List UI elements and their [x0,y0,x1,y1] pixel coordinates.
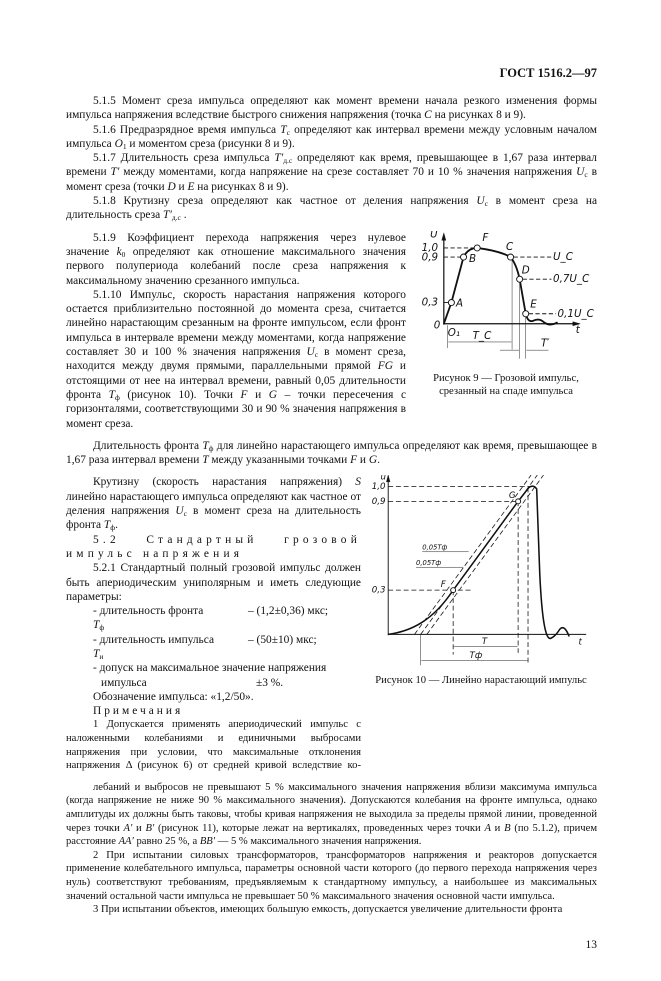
text-run: 2 При испытании силовых трансформаторов, трансформаторов напряжения и реакторов допускается применение колебательного импульса, параметры основной части которого (до первого перехода напряжения через нуль) соответствуют требованиям, предъявляемым к стандартному импульсу, а наибольшее из максимальных значений остальной части импульса не превышает 50 % максимального значения основной части импульса. [66,849,597,902]
symbol-subscript: ф [114,392,120,402]
page-number: 13 [585,938,597,951]
row-figure-10 [66,475,597,772]
text: – (50±10) мкс; [248,633,317,646]
paragraph [66,151,597,194]
figure-label: 0,05Tф [422,543,448,552]
figure-9 [415,231,597,399]
symbol: A′ [123,822,133,834]
note-1-start: 1 Допускается применять апериодический импульс с наложенными колебаниями и единичными выбросами напряжения при условии, что максимальные отклонения напряжения Δ (рисунок 6) от средней кривой вследствие ко- [66,719,361,772]
figure-mark [448,299,454,305]
figure-label: 0,3 [371,586,386,597]
clause-5-2-1: 5.2.1 Стандартный полный грозовой импульс должен быть апериодическим униполярным и иметь следующие параметры: [66,562,361,603]
impulse-curve [444,248,558,325]
symbol-subscript: 0 [121,249,126,259]
text-run: 5.1.6 Предразрядное время импульса [93,123,281,136]
text-run: в момент среза на длительность среза [66,195,598,222]
figure-label: E [530,298,537,311]
caption-line: срезанный на спаде импульса [439,386,573,398]
figure-mark [451,588,456,593]
notes-heading: Примечания [93,705,184,718]
text-run: лебаний и выбросов не превышают 5 % максимального значения напряжения вблизи максимума импульса (когда напряжение не ниже 90 % максимального значения). Допускаются колебания на фронте импульса, однако амплитуды их должны быть таковы, чтобы кривая напряжения не выходила за пределы прямой линии, проведенной через точки [66,781,597,834]
figure-label: C [506,240,514,253]
text-run: 5.1.5 Момент среза импульса определяют как момент времени начала резкого изменения формы импульса напряжения вследствие быстрого снижения напряжения (точка [66,95,597,122]
row-figure-9 [66,231,597,431]
text-run: определяют как время, превышающее в 1,67 раза интервал времени [66,152,597,179]
symbol-subscript: с [286,127,290,137]
text: – (1,2±0,36) мкс; [248,605,329,618]
paragraph [66,94,597,123]
symbol: B [504,822,511,834]
symbol: O [114,137,123,150]
text-run: 5.1.10 Импульс, скорость нарастания напряжения которого остается приблизительно постоянной до момента среза, считается линейно нарастающим срезанным на фронте импульсом, если фронт импульса в интервале времени между моментами, когда напряжение составляет 30 и 100 % значения напряжения [66,288,406,359]
figure-label: G [508,491,516,502]
text-run: и отстоящими от нее на интервал времени, равный 0,05 длительности фронта [66,360,406,401]
figure-label: A [455,297,463,310]
figure-mark [516,499,521,504]
figure-label: 0,9 [421,251,439,264]
text-run: (рисунок 11), которые лежат на вертикалях, проведенных через точки [154,822,485,834]
symbol: B′ [145,822,155,834]
figure-label: 0,1U_C [557,307,594,320]
text: - допуск на максимальное значение напряжения [93,662,327,675]
symbol: E [187,180,195,193]
text-run: и [132,822,146,834]
figure-mark [461,254,467,260]
text: ±3 %. [256,676,284,689]
text-run: . [377,454,380,467]
symbol: T [202,439,209,452]
symbol: S [355,476,361,489]
symbol: T [202,454,209,467]
figure-mark [427,475,544,634]
text-run: Длительность фронта [93,439,203,452]
symbol: U [306,346,315,359]
paragraph [66,781,597,849]
text-run: линейно нарастающего импульса определяют как частное от деления напряжения [66,490,361,518]
text-run: в момент среза (точки [66,166,597,193]
text: - длительность фронта [93,605,204,618]
figure-label: F [482,231,489,244]
text-run: . [180,209,187,222]
paragraph [66,475,361,532]
figure-label: 0,05Tф [416,559,442,568]
text-run: равно 25 %, а [133,836,200,848]
symbol-subscript: 1 [122,141,127,151]
text-run: в момент среза на длительность фронта [66,505,361,532]
symbol: T [103,519,111,532]
text-run: на рисунках 8 и 9). [431,109,526,122]
symbol: A [484,822,491,834]
paragraph [66,903,597,917]
symbol: T′ [163,209,172,222]
symbol: F [240,388,248,401]
section-heading: 5.2 Стандартный грозовой импульс напряжения [66,533,361,560]
figure-9-chopped-impulse [415,231,597,368]
symbol: F [350,454,358,467]
symbol-subscript: ф [110,523,116,533]
symbol: D [167,180,176,193]
figure-label: t [575,323,580,336]
page-body [66,94,597,981]
param-tolerance [66,661,361,690]
paragraph [66,123,597,152]
paragraph [66,194,597,223]
clauses-5-1-9-to-5-1-10 [66,231,406,431]
figure-mark [508,254,514,260]
figure-label: D [521,264,530,277]
symbol-subscript: д.с [283,156,293,166]
text: ф [99,623,105,633]
text-run: 3 При испытании объектов, имеющих большую емкость, допускается увеличение длительности фронта [93,904,563,916]
symbol: FG [377,360,393,373]
symbol: T [280,123,287,136]
figure-label: F [440,580,446,591]
figure-10-caption: Рисунок 10 — Линейно нарастающий импульс [375,675,587,687]
figure-label: 0,7U_C [553,272,590,285]
text-run: (по 5.1.2), причем расстояние [66,822,598,848]
figure-mark [386,475,390,482]
text-run: и [490,822,505,834]
paragraph [66,231,406,288]
symbol: T′ [110,166,120,179]
front-duration-paragraph [66,439,597,468]
figure-label: 1,0 [421,241,439,254]
figure-label: 0,9 [371,497,386,508]
symbol: T [108,388,115,401]
text: T [93,619,100,632]
figure-label: U_C [553,250,573,263]
text-run: Крутизну (скорость нарастания напряжения) [93,476,356,489]
symbol: BB′ [199,836,216,848]
text-run: и моментом среза (рисунки 8 и 9). [126,137,295,150]
figure-label: Tф [469,651,483,662]
figure-label: B [468,252,477,265]
symbol: G [368,454,378,467]
symbol: C [424,109,432,122]
figure-label: t [578,637,582,648]
paragraph [66,849,597,903]
figure-10 [365,475,597,688]
text-run: для линейно нарастающего импульса определяют как время, превышающее в 1,67 раза интервал времени [66,439,597,467]
symbol: T′ [274,152,284,165]
text-run: (рисунок 10). Точки [119,388,241,401]
figure-label: 1,0 [371,482,386,493]
figure-label: 0 [433,318,441,331]
text-run: и [247,388,269,401]
param-front [66,604,361,633]
figure-9-caption [433,372,579,399]
param-duration [66,633,361,662]
section-5-2 [66,475,361,772]
figure-label: U [430,230,438,240]
text-run: и [175,180,188,193]
text: T [93,647,100,660]
text: - длительность импульса [93,633,215,646]
symbol-subscript: с [484,199,488,209]
symbol: U [175,505,184,518]
text-run: . [115,519,118,532]
symbol: AA′ [118,836,134,848]
figure-label: u [380,475,386,483]
text-run: в момент среза, находится между двумя прямыми, параллельными прямой [66,346,406,373]
symbol: U [576,166,585,179]
figure-label: T′ [540,337,550,350]
symbol: k [116,245,122,258]
paragraph [66,439,597,468]
figure-label: T_C [472,329,492,342]
symbol-subscript: ф [208,443,214,453]
figure-mark [517,276,523,282]
text-run: определяют как отношение максимального значения первого полупериода колебаний после среза напряжения к максимальному значению срезанного импульса. [66,245,406,287]
impulse-curve [388,487,569,639]
designation: Обозначение импульса: «1,2/50». [93,690,254,703]
text-run: 5.1.8 Крутизну среза определяют как частное от деления напряжения [93,195,477,208]
symbol: U [476,195,485,208]
text-run: — 5 % максимального значения напряжения. [215,836,422,848]
text: и [99,651,104,661]
text: импульса [101,676,147,689]
text-run: между указанными точками [208,454,351,467]
text-run: на рисунках 8 и 9). [194,180,289,193]
text-run: 5.1.9 Коэффициент перехода напряжения через нулевое значение [66,231,406,258]
symbol: G [268,388,277,401]
figure-10-linear-impulse [365,475,597,670]
text-run: – точки пересечения с горизонталями, соответствующими 30 и 90 % значения напряжения в момент среза. [66,388,406,430]
figure-mark [442,232,446,240]
text-run: определяют как интервал времени между условным началом импульса [66,123,597,150]
document-header: ГОСТ 1516.2—97 [499,66,597,80]
symbol-subscript: д.с [171,213,181,223]
caption-line: Рисунок 9 — Грозовой импульс, [433,372,579,384]
figure-mark [523,310,529,316]
clauses-5-1-5-to-5-1-8 [66,94,597,223]
figure-label: 0,3 [421,296,439,309]
text-run: и [357,454,369,467]
figure-label: T [481,637,488,648]
symbol-subscript: с [314,350,319,360]
notes-continued [66,781,597,917]
symbol-subscript: с [183,509,187,519]
steepness-paragraph [66,475,361,532]
symbol-subscript: с [584,170,588,180]
figure-mark [474,245,480,251]
text-run: 5.1.7 Длительность среза импульса [93,152,275,165]
text-run: между моментами, когда напряжение на срезе составляет 70 и 10 % значения напряжения [119,166,577,179]
figure-label: O₁ [447,326,460,339]
paragraph [66,288,406,431]
